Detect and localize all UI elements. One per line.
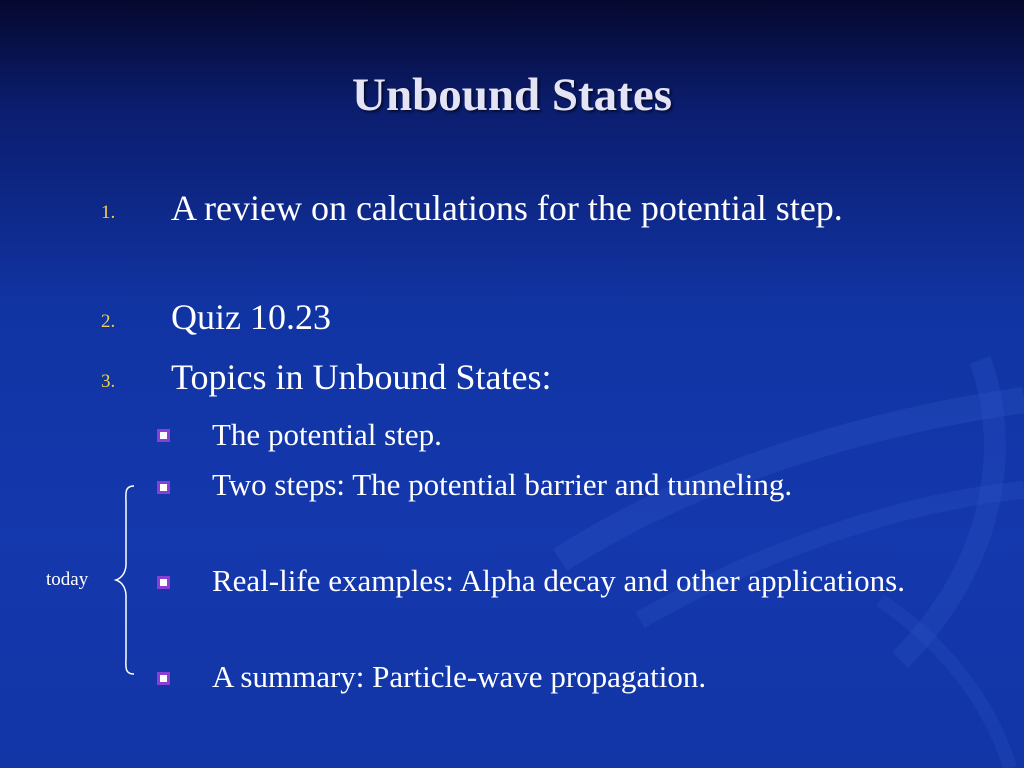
square-bullet-icon (157, 481, 170, 494)
list-number-2: 2. (101, 311, 116, 332)
list-item-2: Quiz 10.23 (171, 297, 331, 337)
list-item-1: A review on calculations for the potential step. (171, 188, 843, 228)
sub-list-item-3: Real-life examples: Alpha decay and other applications. (212, 563, 905, 598)
curly-brace-icon (112, 484, 136, 676)
list-number-1: 1. (101, 202, 116, 223)
square-bullet-icon (157, 672, 170, 685)
square-bullet-icon (157, 576, 170, 589)
list-number-3: 3. (101, 371, 116, 392)
list-item-3: Topics in Unbound States: (171, 357, 552, 397)
sub-list-item-4: A summary: Particle-wave propagation. (212, 659, 707, 694)
square-bullet-icon (157, 429, 170, 442)
sub-list-item-2: Two steps: The potential barrier and tunneling. (212, 467, 793, 502)
annotation-label: today (46, 569, 89, 590)
sub-list-item-1: The potential step. (212, 417, 442, 452)
slide-title: Unbound States (352, 69, 672, 121)
